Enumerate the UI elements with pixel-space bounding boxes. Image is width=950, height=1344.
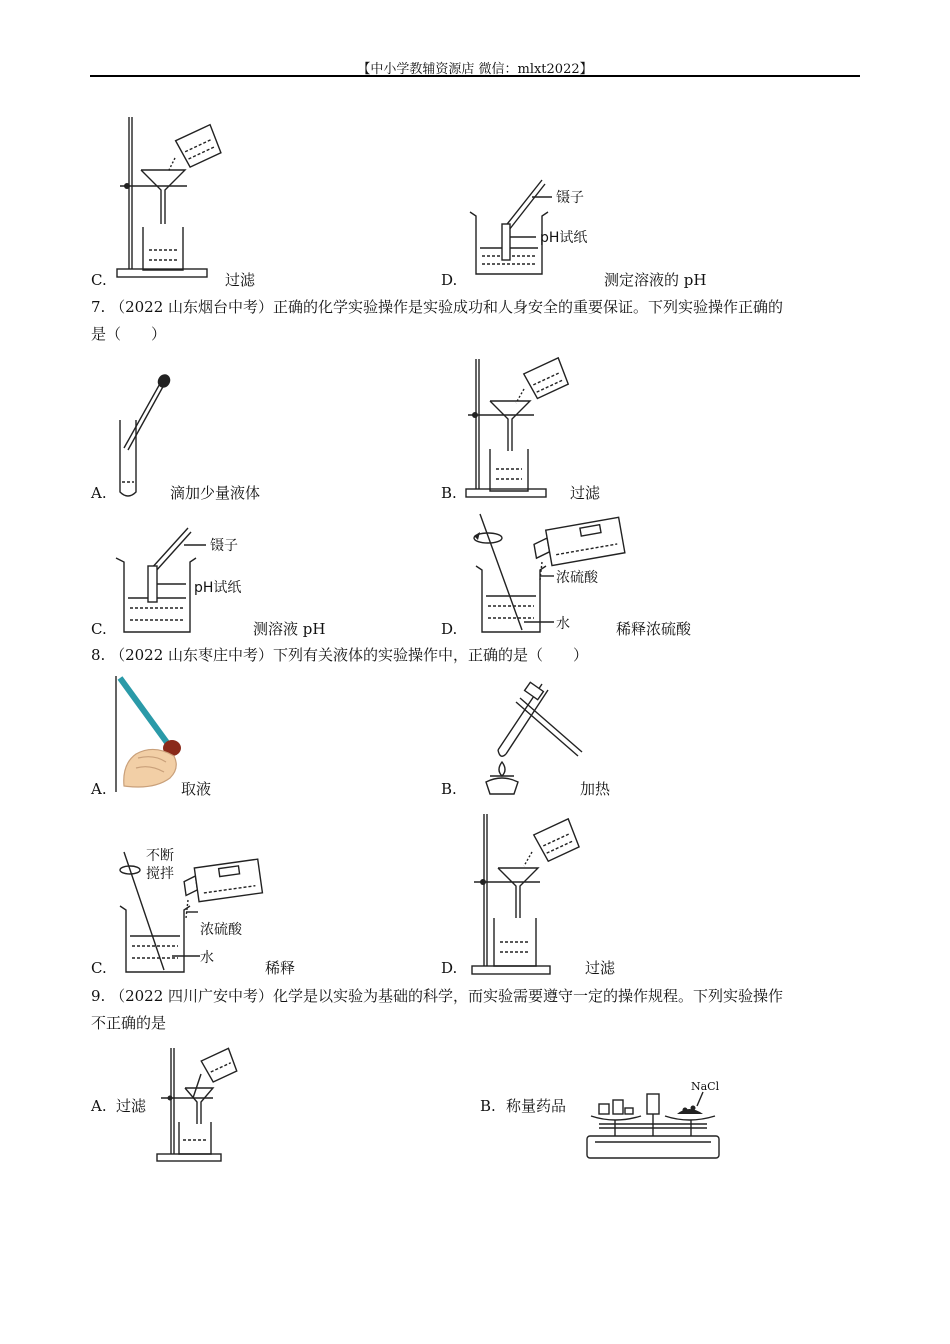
q9-b-nacl-label: NaCl xyxy=(691,1080,720,1093)
q6-option-c-letter: C. xyxy=(91,271,107,289)
q7-stem-line2: 是（ ） xyxy=(91,325,167,343)
q9-b-balance-figure xyxy=(585,1076,725,1162)
q7-b-filtration-figure xyxy=(464,355,574,497)
q9-stem-line2: 不正确的是 xyxy=(91,1014,167,1032)
q7-option-b-text: 过滤 xyxy=(570,484,601,502)
q8-option-b-letter: B. xyxy=(441,780,457,798)
q8-c-acid-label: 浓硫酸 xyxy=(200,922,242,938)
q6-option-c-text: 过滤 xyxy=(225,271,256,289)
q6-d-ph-paper-label: pH试纸 xyxy=(540,230,588,246)
q9-option-b-text: 称量药品 xyxy=(506,1097,567,1115)
q9-option-b-letter: B. xyxy=(480,1097,496,1115)
q7-option-a-text: 滴加少量液体 xyxy=(170,484,261,502)
q7-stem-line1: 7. （2022 山东烟台中考）正确的化学实验操作是实验成功和人身安全的重要保证。下列实验操作正确的 xyxy=(91,298,784,316)
q7-d-acid-label: 浓硫酸 xyxy=(556,570,598,586)
q8-c-stir-label-2: 搅拌 xyxy=(146,866,174,882)
q8-c-stir-label-1: 不断 xyxy=(146,848,174,864)
q6-d-tweezers-label: 镊子 xyxy=(556,190,584,206)
q9-option-a-text: 过滤 xyxy=(116,1097,147,1115)
q8-option-a-letter: A. xyxy=(91,780,107,798)
q8-a-dropper-hand-figure xyxy=(114,674,186,796)
header-rule xyxy=(90,75,860,77)
q8-option-c-text: 稀释 xyxy=(265,959,296,977)
q8-option-b-text: 加热 xyxy=(580,780,611,798)
q8-option-d-text: 过滤 xyxy=(585,959,616,977)
q8-option-d-letter: D. xyxy=(441,959,458,977)
q7-option-b-letter: B. xyxy=(441,484,457,502)
q7-option-a-letter: A. xyxy=(91,484,107,502)
q8-d-filtration-figure xyxy=(464,810,584,975)
q8-stem-line1: 8. （2022 山东枣庄中考）下列有关液体的实验操作中，正确的是（ ） xyxy=(91,646,589,664)
q7-d-dilution-figure xyxy=(462,510,632,635)
q8-b-heating-figure xyxy=(466,680,586,800)
q9-a-filtration-figure xyxy=(155,1046,241,1162)
q7-c-tweezers-label: 镊子 xyxy=(210,538,238,554)
q8-option-c-letter: C. xyxy=(91,959,107,977)
q7-c-ph-test-figure xyxy=(112,526,262,634)
q6-option-d-letter: D. xyxy=(441,271,458,289)
q8-c-water-label: 水 xyxy=(200,950,214,966)
q7-option-c-text: 测溶液 pH xyxy=(253,620,326,638)
page-header: 【中小学教辅资源店 微信：mlxt2022】 xyxy=(357,62,593,77)
q7-option-c-letter: C. xyxy=(91,620,107,638)
q7-c-ph-paper-label: pH试纸 xyxy=(194,580,242,596)
q7-d-water-label: 水 xyxy=(556,616,570,632)
q9-stem-line1: 9. （2022 四川广安中考）化学是以实验为基础的科学，而实验需要遵守一定的操作规程。下列实验操作 xyxy=(91,987,784,1005)
q8-option-a-text: 取液 xyxy=(181,780,212,798)
q6-d-ph-test-figure xyxy=(466,176,616,276)
q6-c-filtration-figure xyxy=(115,112,225,277)
q7-option-d-text: 稀释浓硫酸 xyxy=(616,620,692,638)
q7-a-dropper-figure xyxy=(114,372,174,500)
q8-c-dilution-figure xyxy=(114,846,264,976)
q6-option-d-text: 测定溶液的 pH xyxy=(604,271,707,289)
q7-option-d-letter: D. xyxy=(441,620,458,638)
q9-option-a-letter: A. xyxy=(91,1097,107,1115)
